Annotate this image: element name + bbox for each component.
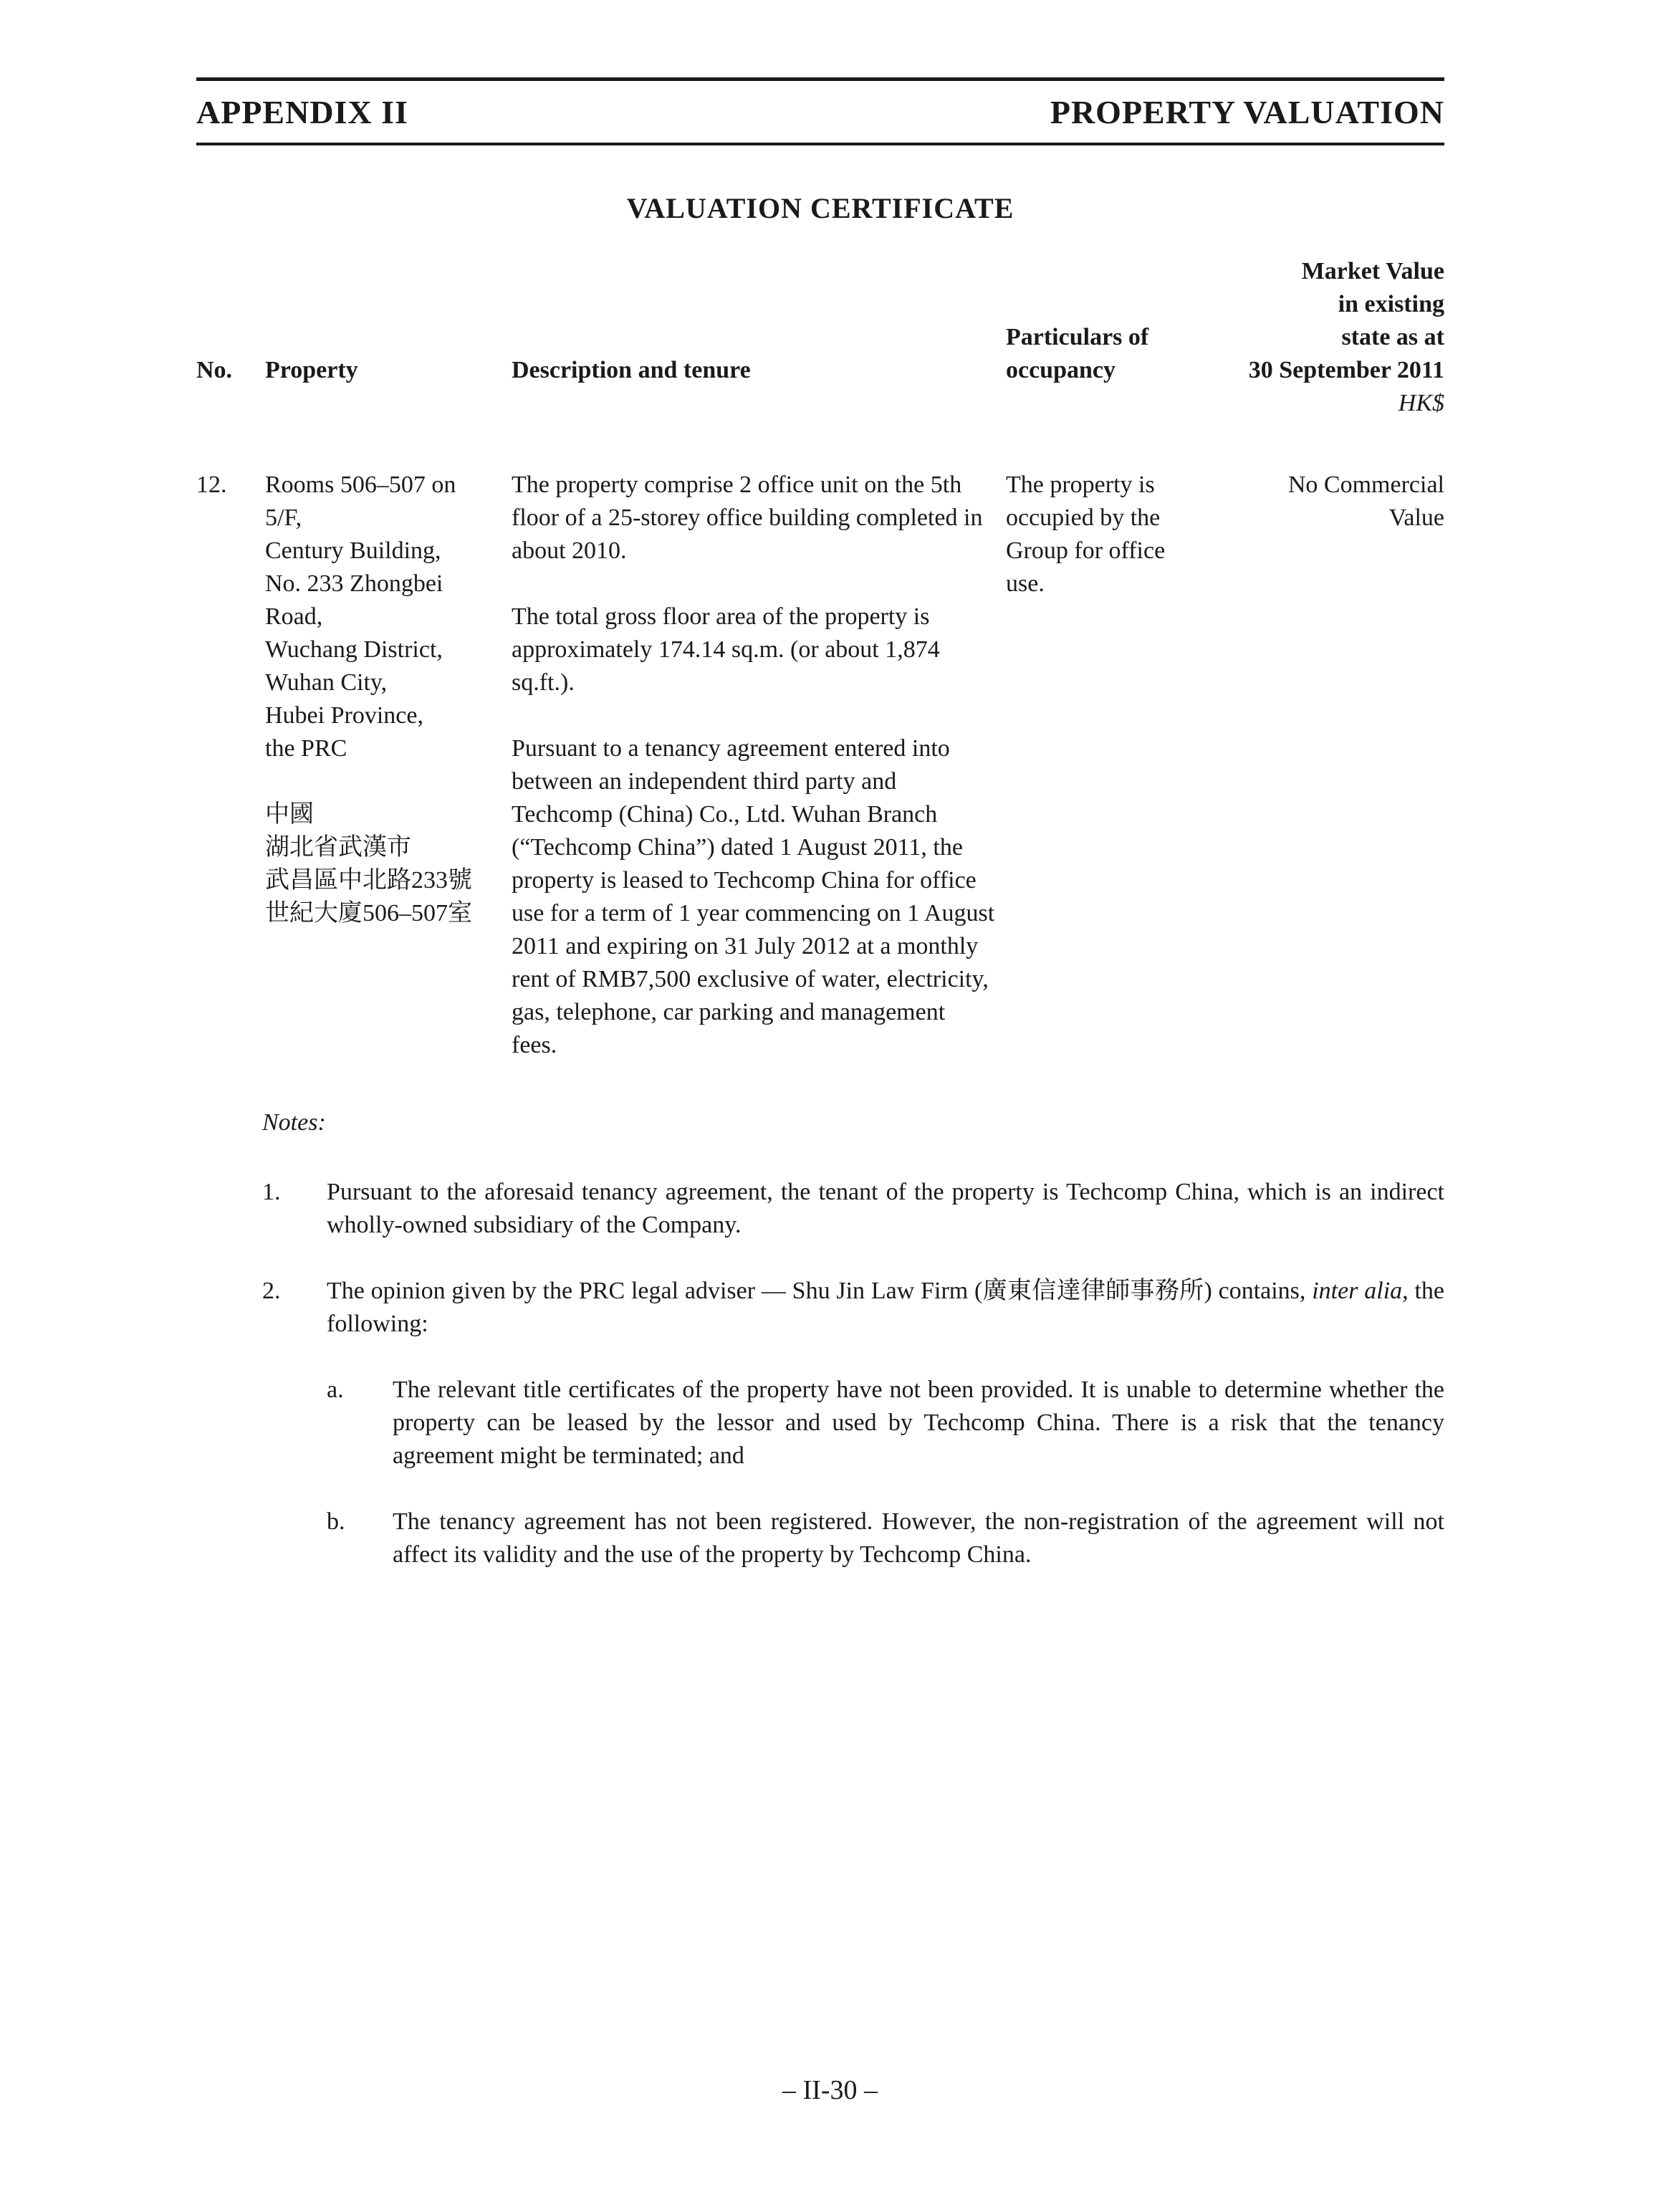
property-cn-line: 中國 bbox=[265, 801, 314, 828]
occupancy-particulars: The property is occupied by the Group for office use. bbox=[1006, 471, 1166, 597]
header-description: Description and tenure bbox=[512, 357, 751, 383]
description-paragraph: Pursuant to a tenancy agreement entered into between an independent third party and Techcomp (China) Co., Ltd. Wuhan Branch (“Techcomp China”) dated 1 August 2011, the property is leased to Techcomp China for office use for a term of 1 year commencing on 1 August 2011 and expiring on 31 July 2012 at a monthly rent of RMB7,500 exclusive of water, electricity, gas, telephone, car parking and management fees. bbox=[512, 735, 995, 1058]
row-number: 12. bbox=[196, 471, 227, 498]
header-property: Property bbox=[265, 357, 358, 383]
property-line: Rooms 506–507 on bbox=[265, 471, 456, 498]
notes-label: Notes: bbox=[262, 1109, 326, 1136]
note-text bbox=[327, 1275, 1444, 1341]
page bbox=[196, 77, 1444, 1568]
property-line: No. 233 Zhongbei bbox=[265, 570, 443, 597]
header-market-unit: HK$ bbox=[1398, 390, 1444, 416]
sub-note-letter: a. bbox=[327, 1376, 344, 1403]
sub-note-item bbox=[327, 1374, 1444, 1473]
note-number: 1. bbox=[262, 1179, 281, 1205]
property-cn-line: 武昌區中北路233號 bbox=[265, 867, 472, 894]
description-tenure bbox=[512, 469, 996, 1095]
header-bottom-rule bbox=[196, 143, 1444, 145]
note-text: Pursuant to the aforesaid tenancy agreement, the tenant of the property is Techcomp China, which is an indirect wholly-owned subsidiary of the Company. bbox=[327, 1179, 1444, 1238]
appendix-label: APPENDIX II bbox=[196, 93, 408, 130]
sub-note-letter: b. bbox=[327, 1508, 345, 1535]
description-paragraph: The total gross floor area of the property is approximately 174.14 sq.m. (or about 1,874 sq.ft.). bbox=[512, 603, 940, 696]
valuation-table bbox=[196, 258, 1444, 1103]
property-cn-line: 世紀大廈506–507室 bbox=[265, 900, 472, 927]
note-text-italic: inter alia bbox=[1312, 1278, 1403, 1304]
description-paragraph: The property comprise 2 office unit on the 5th floor of a 25-storey office building completed in about 2010. bbox=[512, 471, 983, 564]
market-value-line1: No Commercial bbox=[1287, 471, 1444, 498]
property-address bbox=[265, 469, 509, 930]
note-text-part: , the following: bbox=[327, 1278, 1444, 1337]
section-title: PROPERTY VALUATION bbox=[1050, 93, 1444, 130]
property-line: Century Building, bbox=[265, 537, 441, 564]
note-item bbox=[262, 1275, 1444, 1341]
property-line: Wuchang District, bbox=[265, 636, 443, 663]
header-occupancy-line2: occupancy bbox=[1006, 357, 1116, 383]
property-line: the PRC bbox=[265, 735, 347, 762]
page-number: – II-30 – bbox=[782, 2075, 878, 2105]
header-market-line4: 30 September 2011 bbox=[1248, 357, 1444, 383]
market-value bbox=[1229, 469, 1444, 535]
property-line: 5/F, bbox=[265, 504, 302, 531]
note-number: 2. bbox=[262, 1278, 281, 1304]
sub-note-item bbox=[327, 1505, 1444, 1571]
certificate-title: VALUATION CERTIFICATE bbox=[626, 192, 1014, 224]
header-occupancy bbox=[1006, 321, 1148, 387]
header-occupancy-line1: Particulars of bbox=[1006, 324, 1149, 350]
header-market-line2: in existing bbox=[1338, 291, 1444, 317]
note-item bbox=[262, 1176, 1444, 1242]
property-line: Road, bbox=[265, 603, 323, 630]
header-no: No. bbox=[196, 357, 233, 383]
sub-note-text: The tenancy agreement has not been registered. However, the non-registration of the agreement will not affect its validity and the use of the property by Techcomp China. bbox=[393, 1508, 1444, 1568]
header-market-line3: state as at bbox=[1341, 324, 1444, 350]
property-line: Wuhan City, bbox=[265, 669, 388, 696]
property-cn-line: 湖北省武漢市 bbox=[265, 834, 411, 861]
header-market-line1: Market Value bbox=[1301, 258, 1444, 284]
note-text-part: The opinion given by the PRC legal adviser — Shu Jin Law Firm (廣東信達律師事務所) contains, bbox=[327, 1278, 1306, 1304]
market-value-line2: Value bbox=[1388, 504, 1444, 531]
page-header bbox=[196, 81, 1444, 143]
sub-note-text: The relevant title certificates of the property have not been provided. It is unable to determine whether the property can be leased by the lessor and used by Techcomp China. There is a risk that the tenancy agreement might be terminated; and bbox=[393, 1376, 1444, 1469]
header-market-value bbox=[1143, 255, 1444, 420]
property-line: Hubei Province, bbox=[265, 702, 423, 729]
